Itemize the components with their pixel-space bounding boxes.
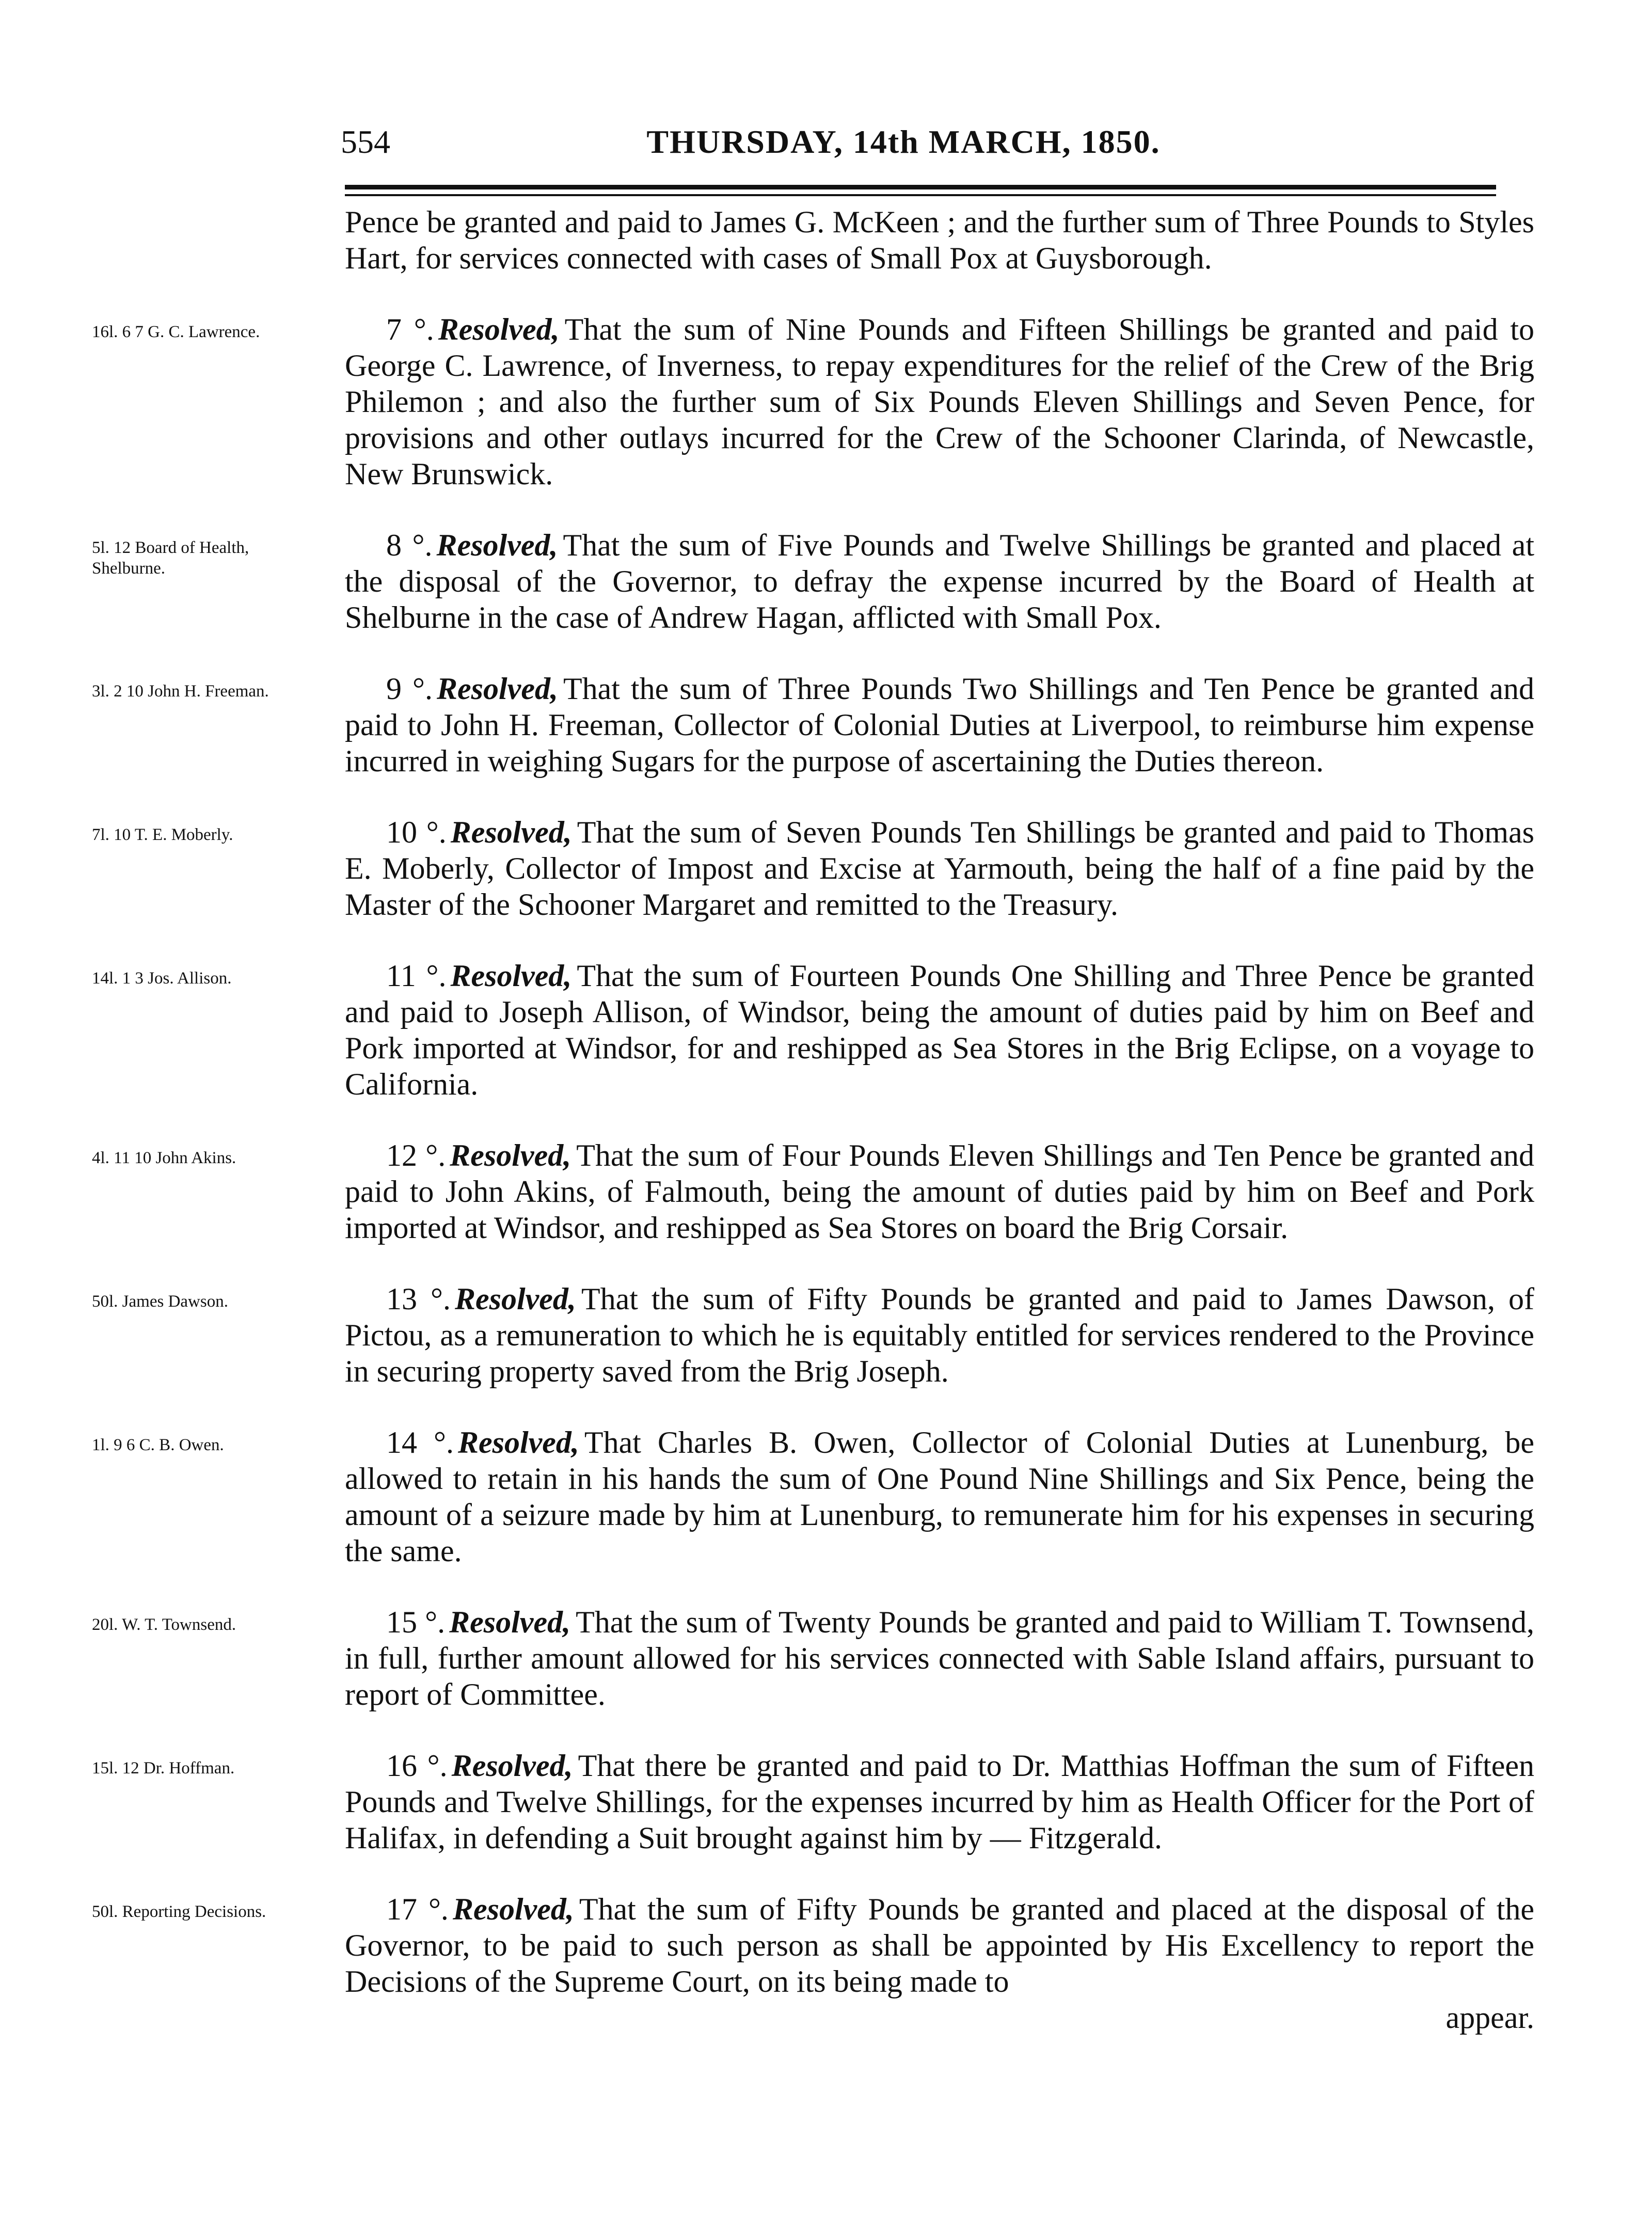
resolution-number: 8 °.	[386, 528, 433, 562]
resolution-paragraph	[345, 814, 1534, 923]
page-number: 554	[341, 123, 390, 160]
resolution-number: 15 °.	[386, 1605, 446, 1639]
resolved-keyword: Resolved,	[437, 672, 558, 706]
resolution-text: That the sum of Seven Pounds Ten Shillings be granted and paid to Thomas E. Moberly, Collector of Impost and Excise at Yarmouth, being the half of a fine paid by the Master of the Schooner Margaret and remitted to the Treasury.	[345, 815, 1534, 922]
resolution-9	[92, 671, 1534, 779]
resolved-keyword: Resolved,	[455, 1282, 576, 1316]
resolved-keyword: Resolved,	[438, 312, 560, 346]
resolution-paragraph	[345, 671, 1534, 779]
resolved-keyword: Resolved,	[449, 1605, 571, 1639]
continuation-paragraph: Pence be granted and paid to James G. McKeen ; and the further sum of Three Pounds to Styles Hart, for services connected with cases of Small Pox at Guysborough.	[345, 205, 1534, 275]
resolution-17	[92, 1891, 1534, 2000]
resolved-keyword: Resolved,	[436, 528, 558, 562]
resolution-number: 13 °.	[386, 1282, 451, 1316]
resolution-number: 11 °.	[386, 959, 447, 993]
resolved-keyword: Resolved,	[452, 1892, 574, 1926]
resolution-14	[92, 1424, 1534, 1569]
page-header	[341, 123, 1466, 180]
header-rule-thin	[345, 194, 1496, 196]
resolution-7	[92, 311, 1534, 492]
margin-note: 50l. Reporting Decisions.	[92, 1902, 266, 1921]
resolution-paragraph	[345, 958, 1534, 1102]
resolution-text: That the sum of Nine Pounds and Fifteen Shillings be granted and paid to George C. Lawrence, of Inverness, to repay expenditures for the relief of the Crew of the Brig Philemon ; and also the further sum of Six Pounds Eleven Shillings and Seven Pence, for provisions and other outlays incurred for the Crew of the Schooner Clarinda, of Newcastle, New Brunswick.	[345, 312, 1534, 491]
resolution-8	[92, 527, 1534, 636]
margin-note: 16l. 6 7 G. C. Lawrence.	[92, 323, 260, 341]
resolution-text: That the sum of Twenty Pounds be granted and paid to William T. Townsend, in full, further amount allowed for his services connected with Sable Island affairs, pursuant to report of Committee.	[345, 1605, 1534, 1711]
margin-note: 14l. 1 3 Jos. Allison.	[92, 969, 232, 988]
resolution-12	[92, 1137, 1535, 1246]
margin-note: 3l. 2 10 John H. Freeman.	[92, 682, 269, 701]
margin-note: 20l. W. T. Townsend.	[92, 1615, 236, 1634]
margin-note: 4l. 11 10 John Akins.	[92, 1149, 236, 1167]
resolution-text: That there be granted and paid to Dr. Matthias Hoffman the sum of Fifteen Pounds and Twelve Shillings, for the expenses incurred by him as Health Officer for the Port of Halifax, in defending a Suit brought against him by — Fitzgerald.	[345, 1749, 1534, 1855]
resolution-number: 9 °.	[386, 672, 433, 706]
resolved-keyword: Resolved,	[450, 815, 572, 849]
resolution-paragraph	[345, 1891, 1534, 2000]
margin-note: 50l. James Dawson.	[92, 1292, 228, 1311]
resolution-paragraph	[345, 1281, 1534, 1389]
resolution-text: That the sum of Fifty Pounds be granted and placed at the disposal of the Governor, to be paid to such person as shall be appointed by His Excellency to report the Decisions of the Supreme Court, on its being made to	[345, 1892, 1534, 1998]
resolution-paragraph	[345, 527, 1534, 636]
resolution-text: That the sum of Four Pounds Eleven Shillings and Ten Pence be granted and paid to John Akins, of Falmouth, being the amount of duties paid by him on Beef and Pork imported at Windsor, and reshipped as Sea Stores on board the Brig Corsair.	[345, 1138, 1535, 1245]
resolution-number: 17 °.	[386, 1892, 449, 1926]
resolution-15	[92, 1604, 1534, 1712]
resolved-keyword: Resolved,	[450, 1138, 571, 1172]
resolution-text: That the sum of Five Pounds and Twelve Shillings be granted and placed at the disposal of the Governor, to defray the expense incurred by the Board of Health at Shelburne in the case of Andrew Hagan, afflicted with Small Pox.	[345, 528, 1534, 634]
resolution-number: 14 °.	[386, 1425, 454, 1459]
resolution-13	[92, 1281, 1534, 1389]
body-text	[92, 204, 1535, 2036]
margin-note: 15l. 12 Dr. Hoffman.	[92, 1759, 235, 1778]
resolved-keyword: Resolved,	[457, 1425, 579, 1459]
margin-note: 1l. 9 6 C. B. Owen.	[92, 1436, 224, 1454]
resolution-paragraph	[345, 1748, 1534, 1856]
resolution-number: 10 °.	[386, 815, 447, 849]
header-rule-thick	[345, 185, 1496, 189]
margin-note: 7l. 10 T. E. Moberly.	[92, 826, 233, 844]
resolution-paragraph	[345, 1604, 1534, 1712]
resolved-keyword: Resolved,	[450, 959, 572, 993]
resolution-text: That the sum of Fourteen Pounds One Shilling and Three Pence be granted and paid to Joseph Allison, of Windsor, being the amount of duties paid by him on Beef and Pork imported at Windsor, for and reshipped as Sea Stores in the Brig Eclipse, on a voyage to California.	[345, 959, 1534, 1101]
resolution-number: 7 °.	[386, 312, 434, 346]
resolution-paragraph	[345, 311, 1534, 492]
resolution-text: That Charles B. Owen, Collector of Colonial Duties at Lunenburg, be allowed to retain in his hands the sum of One Pound Nine Shillings and Six Pence, being the amount of a seizure made by him at Lunenburg, to remunerate him for his expenses in securing the same.	[345, 1425, 1534, 1568]
resolution-paragraph	[345, 1137, 1534, 1246]
resolution-16	[92, 1748, 1534, 1856]
resolution-10	[92, 814, 1534, 923]
resolution-paragraph	[345, 1424, 1534, 1569]
resolution-text: That the sum of Fifty Pounds be granted and paid to James Dawson, of Pictou, as a remuneration to which he is equitably entitled for services rendered to the Province in securing property saved from the Brig Joseph.	[345, 1282, 1534, 1388]
resolution-11	[92, 958, 1534, 1102]
resolved-keyword: Resolved,	[451, 1749, 573, 1783]
final-word: appear.	[1446, 2001, 1534, 2035]
resolutions-list	[92, 311, 1535, 2000]
running-head: THURSDAY, 14th MARCH, 1850.	[646, 123, 1161, 160]
resolution-number: 12 °.	[386, 1138, 446, 1172]
resolution-number: 16 °.	[386, 1749, 448, 1783]
margin-note: 5l. 12 Board of Health, Shelburne.	[92, 538, 249, 578]
resolution-text: That the sum of Three Pounds Two Shillings and Ten Pence be granted and paid to John H. Freeman, Collector of Colonial Duties at Liverpool, to reimburse him expense incurred in weighing Sugars for the purpose of ascertaining the Duties thereon.	[345, 672, 1534, 778]
